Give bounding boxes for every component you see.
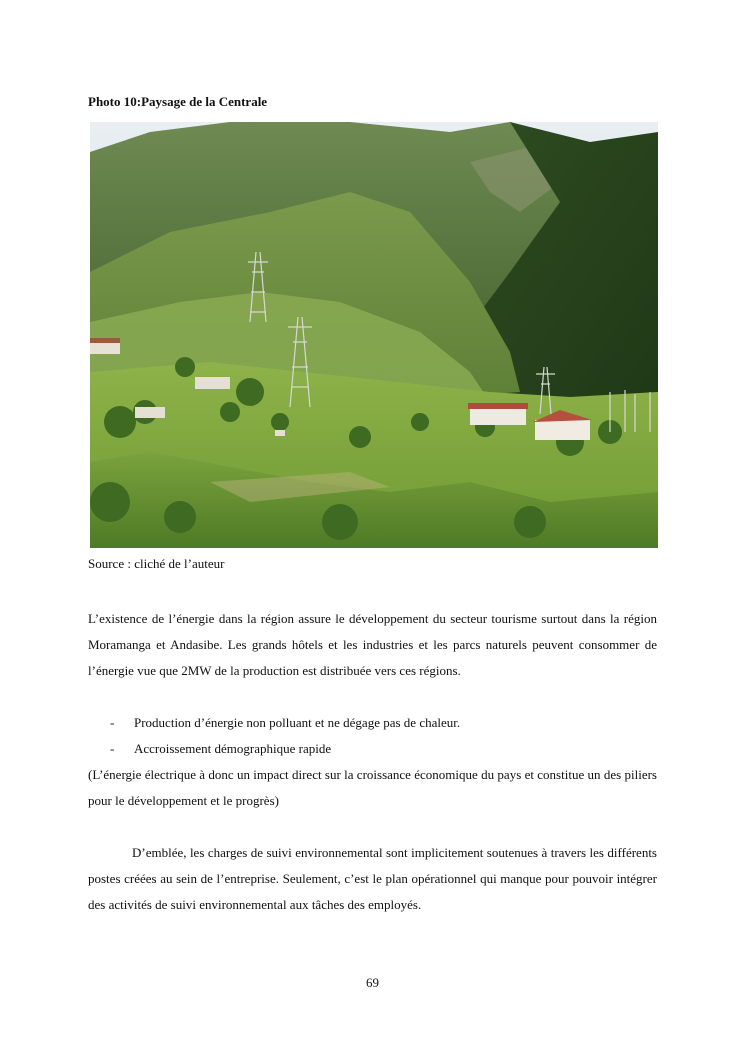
bullet-item [110, 710, 650, 736]
photo-caption: Photo 10:Paysage de la Centrale [88, 94, 268, 109]
bullet-text: Production d’énergie non polluant et ne dégage pas de chaleur. [134, 715, 461, 730]
bullet-dash: - [110, 741, 115, 756]
bullet-item [110, 736, 650, 762]
bullet-text: Accroissement démographique rapide [134, 741, 332, 756]
paragraph-economic-impact: (L’énergie électrique à donc un impact direct sur la croissance économique du pays et constitue un des piliers pour le développement et le progrès) [88, 767, 657, 808]
landscape-photo [90, 122, 658, 548]
paragraph-energy-tourism: L’existence de l’énergie dans la région assure le développement du secteur tourisme surtout dans la région Moramanga et Andasibe. Les grands hôtels et les industries et les parcs naturels peuvent consommer de l’énergie vue que 2MW de la production est distribuée vers ces régions. [88, 611, 657, 678]
page-number: 69 [366, 975, 379, 990]
photo-source: Source : cliché de l’auteur [88, 556, 225, 571]
bullet-dash: - [110, 715, 115, 730]
paragraph-environmental-monitoring: D’emblée, les charges de suivi environnemental sont implicitement soutenues à travers les différents postes créées au sein de l’entreprise. Seulement, c’est le plan opérationnel qui manque pour pouvoir intégrer des activités de suivi environnemental aux tâches des employés. [88, 845, 657, 912]
